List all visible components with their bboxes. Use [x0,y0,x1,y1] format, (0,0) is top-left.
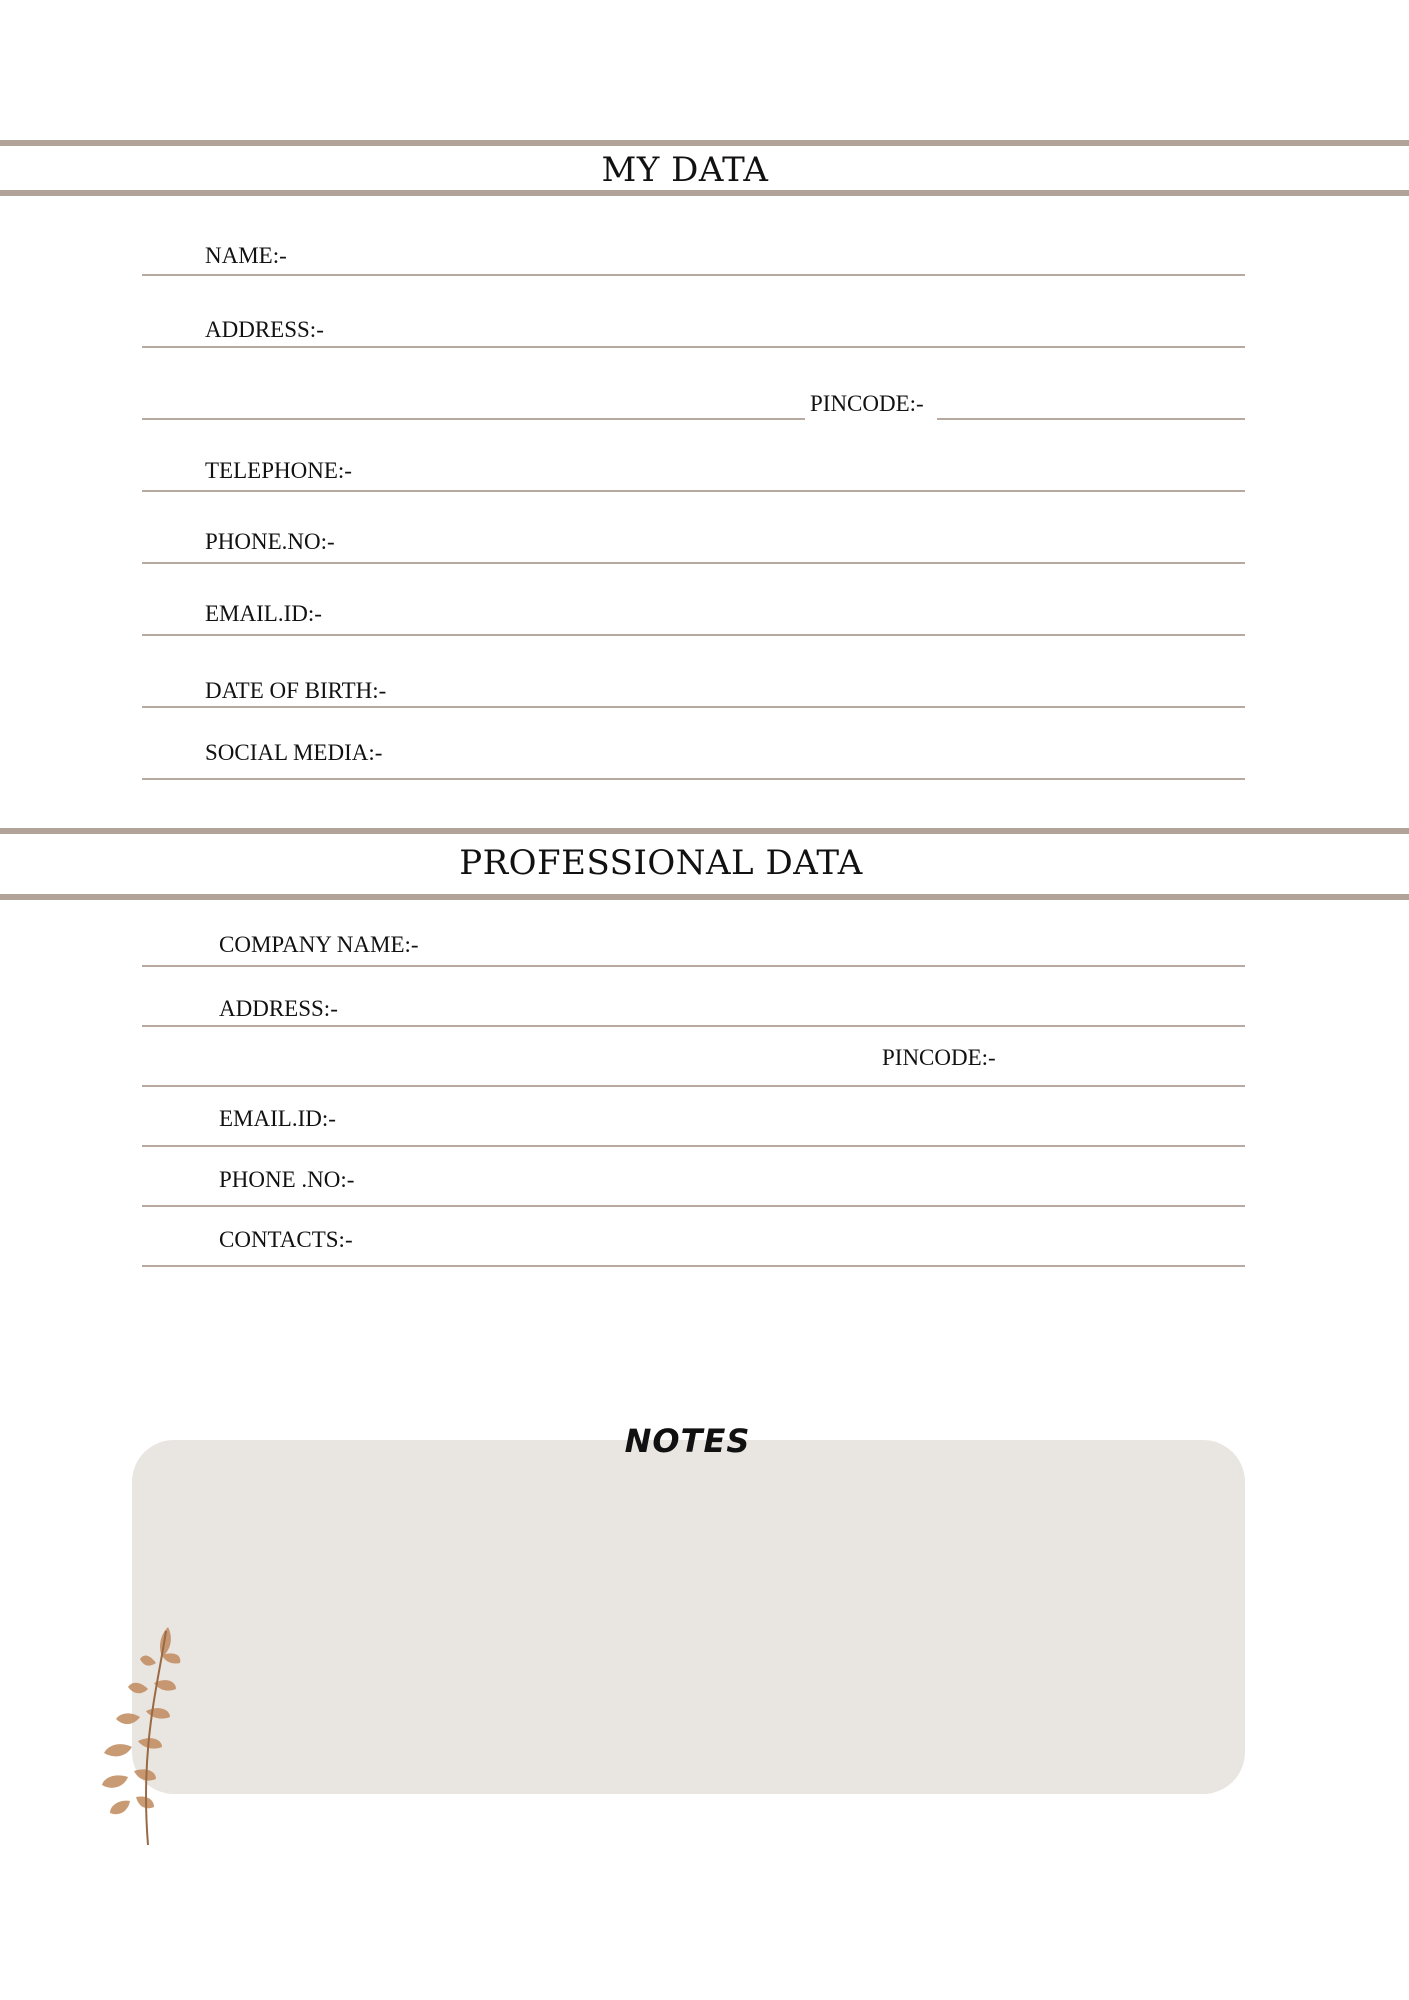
email-id-line[interactable] [142,634,1245,636]
company-address-label: ADDRESS:- [215,997,342,1020]
telephone-line[interactable] [142,490,1245,492]
my-data-top-band [0,140,1409,146]
company-email-id-line[interactable] [142,1145,1245,1147]
notes-box[interactable] [132,1440,1245,1794]
date-of-birth-label: DATE OF BIRTH:- [201,679,390,702]
phone-no-label: PHONE.NO:- [201,530,339,553]
pincode-label: PINCODE:- [806,392,928,415]
company-phone-no-label: PHONE .NO:- [215,1168,358,1191]
professional-data-bottom-band [0,894,1409,900]
company-pincode-label: PINCODE:- [878,1046,1000,1069]
company-name-label: COMPANY NAME:- [215,933,423,956]
contacts-label: CONTACTS:- [215,1228,357,1251]
name-line[interactable] [142,274,1245,276]
company-email-id-label: EMAIL.ID:- [215,1107,340,1130]
pincode-line[interactable] [937,418,1245,420]
company-address-line[interactable] [142,1025,1245,1027]
my-data-title: MY DATA [601,150,769,190]
professional-data-title: PROFESSIONAL DATA [459,843,863,883]
phone-no-line[interactable] [142,562,1245,564]
social-media-line[interactable] [142,778,1245,780]
social-media-label: SOCIAL MEDIA:- [201,741,386,764]
my-data-bottom-band [0,190,1409,196]
notes-title: NOTES [624,1422,751,1460]
address-line[interactable] [142,346,1245,348]
email-id-label: EMAIL.ID:- [201,602,326,625]
address-label: ADDRESS:- [201,318,328,341]
contacts-line[interactable] [142,1265,1245,1267]
name-label: NAME:- [201,244,291,267]
company-pincode-line[interactable] [142,1085,1245,1087]
leaf-sprig-icon [92,1625,192,1847]
professional-data-top-band [0,828,1409,834]
address-line-2[interactable] [142,418,805,420]
company-name-line[interactable] [142,965,1245,967]
date-of-birth-line[interactable] [142,706,1245,708]
telephone-label: TELEPHONE:- [201,459,356,482]
company-phone-no-line[interactable] [142,1205,1245,1207]
